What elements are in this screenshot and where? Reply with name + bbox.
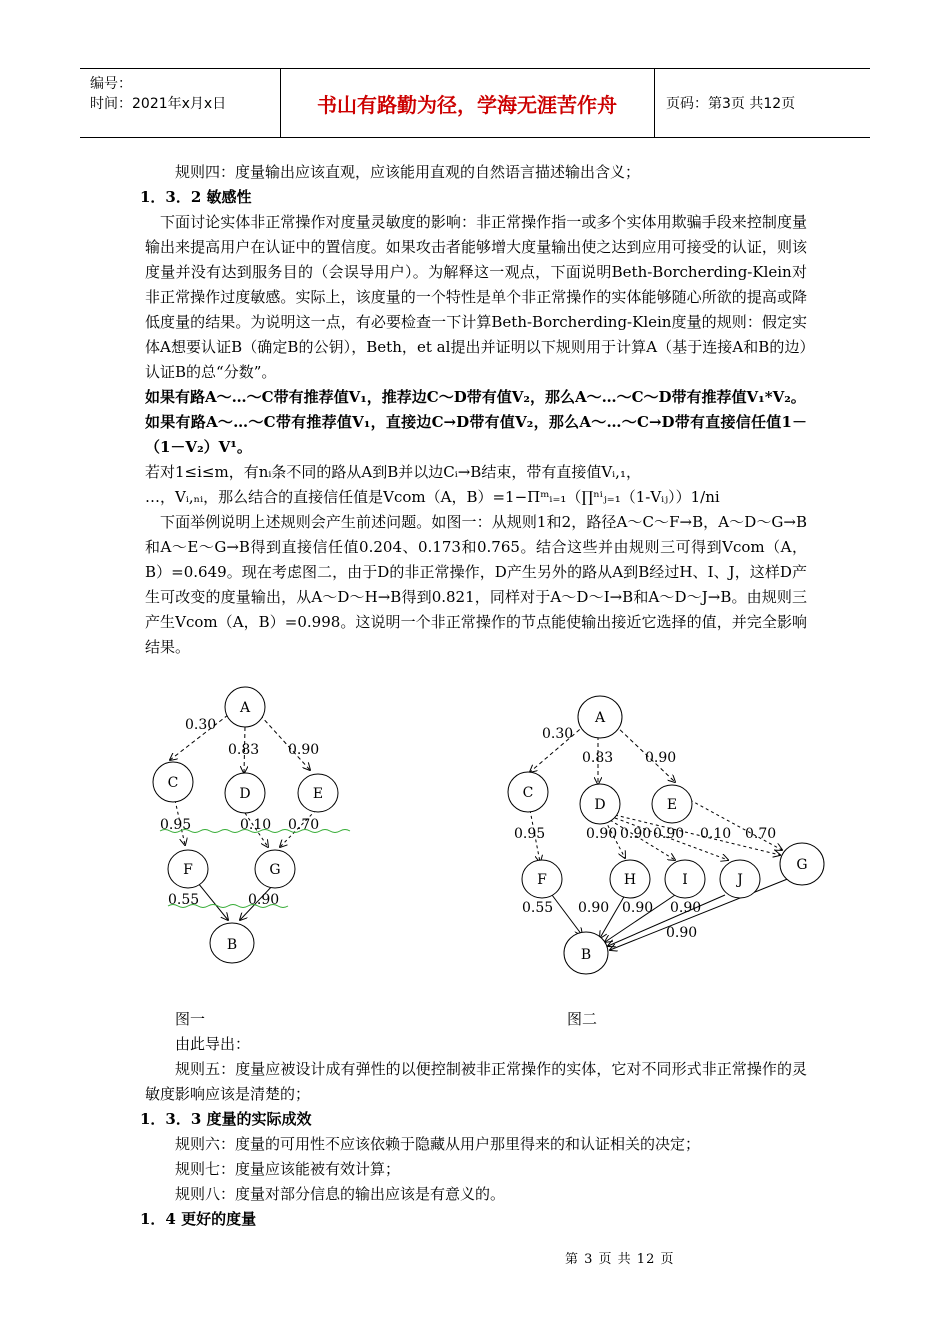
- section-heading-1-3-3: 1．3．3 度量的实际成效: [140, 1110, 312, 1128]
- rule-4: 规则四：度量输出应该直观，应该能用直观的自然语言描述输出含义；: [175, 163, 641, 181]
- figure-2-graph: [500, 690, 835, 980]
- edge-weight: 0.95: [514, 826, 546, 842]
- node-label: E: [312, 786, 324, 802]
- edge-weight: 0.30: [542, 726, 574, 742]
- derive-line: 由此导出：: [175, 1035, 251, 1053]
- edge-weight: 0.83: [582, 750, 614, 766]
- header-meta: [80, 69, 281, 137]
- edge-weight: 0.90: [248, 892, 280, 908]
- edge-weight: 0.10: [700, 826, 732, 842]
- edge-weight: 0.83: [228, 742, 260, 758]
- page-header: [80, 68, 870, 138]
- node-label: G: [269, 862, 281, 878]
- edge-weight: 0.90: [578, 900, 610, 916]
- rule-7: 规则七：度量应该能被有效计算；: [175, 1160, 401, 1178]
- edge-weight: 0.10: [240, 817, 272, 833]
- paragraph-sensitivity: 下面讨论实体非正常操作对度量灵敏度的影响：非正常操作指一或多个实体用欺骗手段来控制度量输出来提高用户在认证中的置信度。如果攻击者能够增大度量输出使之达到应用可接受的认证，则该度量并没有达到服务目的（会误导用户）。为解释这一观点，下面说明Beth-Borcherding-Klein对非正常操作过度敏感。实际上，该度量的一个特性是单个非正常操作的实体能够随心所欲的提高或降低度量的结果。为说明这一点，有必要检查一下计算Beth-Borcherding-Klein度量的规则：假定实体A想要认证B（确定B的公钥），Beth，et al提出并证明以下规则用于计算A（基于连接A和B的边）认证B的总“分数”。: [145, 213, 807, 381]
- edge-weight: 0.55: [522, 900, 554, 916]
- edge-weight: 0.90: [653, 826, 685, 842]
- node-label: J: [737, 872, 743, 888]
- figure-2-caption: 图二: [567, 1010, 598, 1028]
- edge-weight: 0.70: [288, 817, 320, 833]
- node-label: G: [796, 857, 808, 873]
- node-label: A: [594, 710, 606, 726]
- header-page-info: 页码：第3页 共12页: [666, 96, 796, 112]
- text-block-upper: [140, 160, 807, 660]
- bold-rule-2: 如果有路A～…～C带有推荐值V₁，直接边C→D带有值V₂，那么A～…～C→D带有直接信任值1－（1－V₂）V¹。: [145, 413, 807, 456]
- node-label: D: [239, 786, 251, 802]
- node-label: I: [682, 872, 688, 888]
- node-label: C: [522, 785, 534, 801]
- edge-weight: 0.30: [185, 717, 217, 733]
- page-footer: 第 3 页 共 12 页: [565, 1252, 675, 1267]
- section-heading-1-3-2: 1．3．2 敏感性: [140, 188, 252, 206]
- edge-weight: 0.90: [620, 826, 652, 842]
- edge-weight: 0.90: [670, 900, 702, 916]
- edge-f-b: [198, 883, 228, 920]
- rule-6: 规则六：度量的可用性不应该依赖于隐藏从用户那里得来的和认证相关的决定；: [175, 1135, 701, 1153]
- bold-rule-1: 如果有路A～…～C带有推荐值V₁，推荐边C～D带有值V₂，那么A～…～C～D带有推荐值V₁*V₂。: [145, 388, 806, 406]
- node-label: C: [167, 775, 179, 791]
- figure-1-caption: 图一: [175, 1010, 206, 1028]
- node-label: F: [537, 872, 547, 888]
- rule-8: 规则八：度量对部分信息的输出应该是有意义的。: [175, 1185, 506, 1203]
- node-label: B: [226, 937, 238, 953]
- edge-e-g: [690, 800, 782, 850]
- edge-weight: 0.90: [586, 826, 618, 842]
- formula-line-2: …，Vᵢ,ₙᵢ，那么结合的直接信任值是Vcom（A，B）=1−Πᵐᵢ₌₁（∏ⁿⁱⱼ₌₁（1-Vᵢⱼ））1/ni: [145, 488, 720, 506]
- edge-weight: 0.70: [745, 826, 777, 842]
- node-label: F: [183, 862, 193, 878]
- edge-weight: 0.90: [666, 925, 698, 941]
- edge-weight: 0.95: [160, 817, 192, 833]
- doc-date: 时间：2021年x月x日: [90, 96, 227, 112]
- header-motto: 书山有路勤为径，学海无涯苦作舟: [280, 69, 655, 137]
- section-heading-1-4: 1．4 更好的度量: [140, 1210, 257, 1228]
- node-label: H: [623, 872, 637, 888]
- node-label: E: [666, 797, 678, 813]
- rule-5: 规则五：度量应被设计成有弹性的以便控制被非正常操作的实体，它对不同形式非正常操作的灵敏度影响应该是清楚的；: [145, 1060, 807, 1103]
- node-label: D: [594, 797, 606, 813]
- node-label: B: [580, 947, 592, 963]
- edge-weight: 0.90: [288, 742, 320, 758]
- formula-line-1: 若对1≤i≤m，有nᵢ条不同的路从A到B并以边Cᵢ→B结束，带有直接值Vᵢ,₁，: [145, 463, 641, 481]
- edge-weight: 0.55: [168, 892, 200, 908]
- edge-weight: 0.90: [645, 750, 677, 766]
- node-label: A: [239, 700, 251, 716]
- edge-weight: 0.90: [622, 900, 654, 916]
- figure-1-graph: [140, 685, 370, 965]
- text-block-lower: [140, 1032, 807, 1232]
- paragraph-example: 下面举例说明上述规则会产生前述问题。如图一：从规则1和2，路径A～C～F→B，A～D～G→B和A～E～G→B得到直接信任值0.204、0.173和0.765。结合这些并由规则三可得到Vcom（A，B）=0.649。现在考虑图二，由于D的非正常操作，D产生另外的路从A到B经过H、I、J，这样D产生可改变的度量输出，从A～D～H→B得到0.821，同样对于A～D～I→B和A～D～J→B。由规则三产生Vcom（A，B）=0.998。这说明一个非正常操作的节点能使输出接近它选择的值，并完全影响结果。: [145, 513, 807, 656]
- doc-number-label: 编号：: [90, 76, 132, 92]
